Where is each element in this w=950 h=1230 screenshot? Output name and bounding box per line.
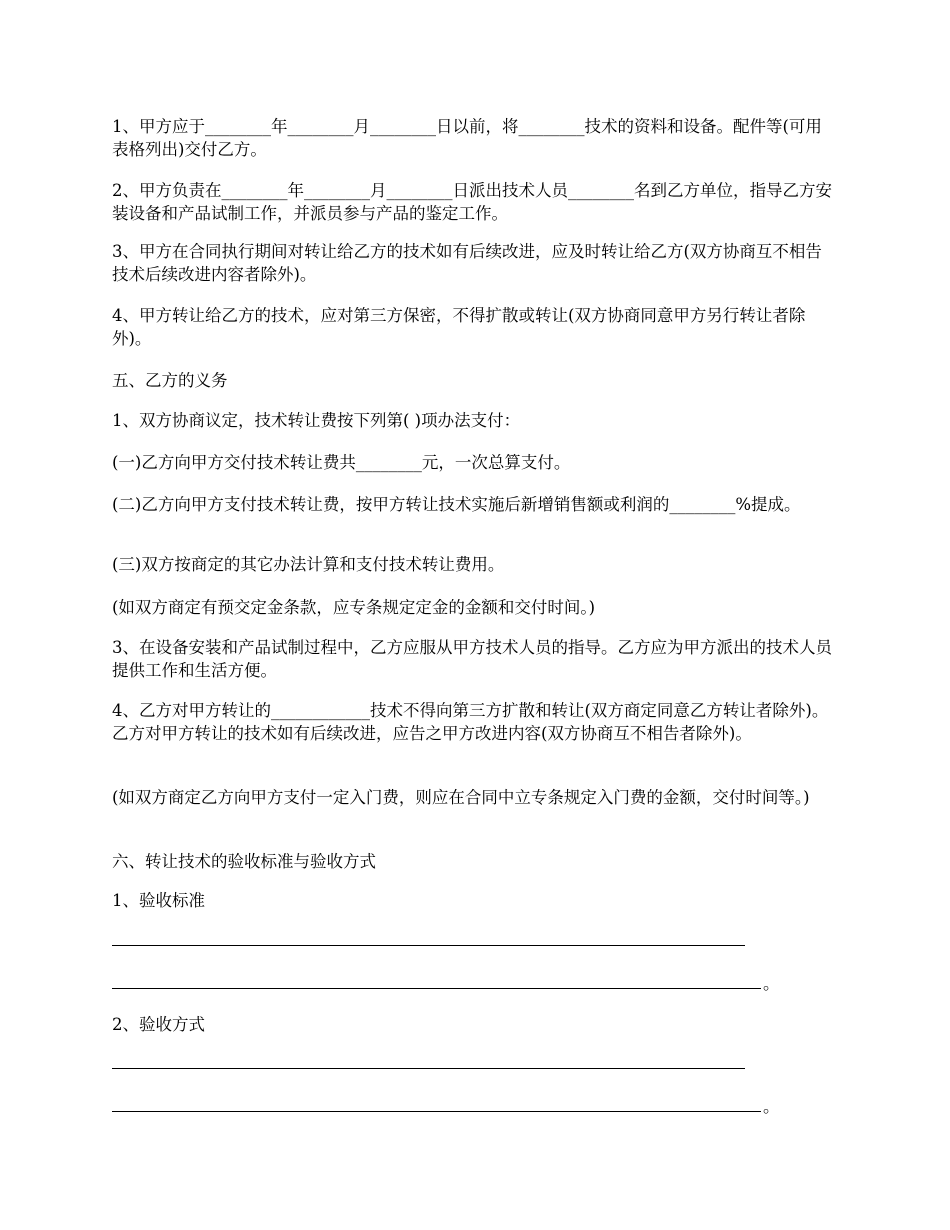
payment-option-lump-sum: (一)乙方向甲方交付技术转让费共________元，一次总算支付。: [112, 453, 571, 472]
clause-party-a-improvements: 3、甲方在合同执行期间对转让给乙方的技术如有后续改进，应及时转让给乙方(双方协商互不相告技术后续改进内容者除外)。: [112, 242, 822, 284]
blank-line-standard-1: [112, 944, 745, 946]
clause-party-b-confidentiality: 4、乙方对甲方转让的____________技术不得向第三方扩散和转让(双方商定同意乙方转让者除外)。乙方对甲方转让的技术如有后续改进，应告之甲方改进内容(双方协商互不相告者除外)。: [112, 701, 829, 743]
blank-line-method-2: [112, 1110, 761, 1112]
clause-party-a-dispatch-staff: 2、甲方负责在________年________月________日派出技术人员________名到乙方单位，指导乙方安装设备和产品试制工作，并派员参与产品的鉴定工作。: [112, 181, 832, 223]
blank-line-end-mark: 。: [763, 1097, 780, 1116]
blank-line-end-mark: 。: [763, 974, 780, 993]
section-heading-party-b-duties: 五、乙方的义务: [112, 371, 228, 390]
clause-party-a-deliver-materials: 1、甲方应于________年________月________日以前，将________技术的资料和设备。配件等(可用表格列出)交付乙方。: [112, 117, 822, 159]
section-heading-acceptance: 六、转让技术的验收标准与验收方式: [112, 852, 376, 871]
payment-option-other: (三)双方按商定的其它办法计算和支付技术转让费用。: [112, 555, 505, 574]
note-entry-fee: (如双方商定乙方向甲方支付一定入门费，则应在合同中立专条规定入门费的金额，交付时间等。): [112, 788, 810, 807]
blank-line-standard-2: [112, 987, 761, 989]
payment-option-royalty: (二)乙方向甲方支付技术转让费，按甲方转让技术实施后新增销售额或利润的________%提成。: [112, 495, 801, 514]
note-deposit: (如双方商定有预交定金条款，应专条规定定金的金额和交付时间。): [112, 598, 596, 617]
blank-line-method-1: [112, 1067, 745, 1069]
clause-party-a-confidentiality: 4、甲方转让给乙方的技术，应对第三方保密，不得扩散或转让(双方协商同意甲方另行转让者除外)。: [112, 306, 806, 348]
clause-party-b-cooperation: 3、在设备安装和产品试制过程中，乙方应服从甲方技术人员的指导。乙方应为甲方派出的技术人员提供工作和生活方便。: [112, 638, 832, 680]
subheading-acceptance-method: 2、验收方式: [112, 1015, 205, 1034]
clause-payment-method: 1、双方协商议定，技术转让费按下列第( )项办法支付：: [112, 411, 521, 430]
subheading-acceptance-standard: 1、验收标准: [112, 891, 205, 910]
